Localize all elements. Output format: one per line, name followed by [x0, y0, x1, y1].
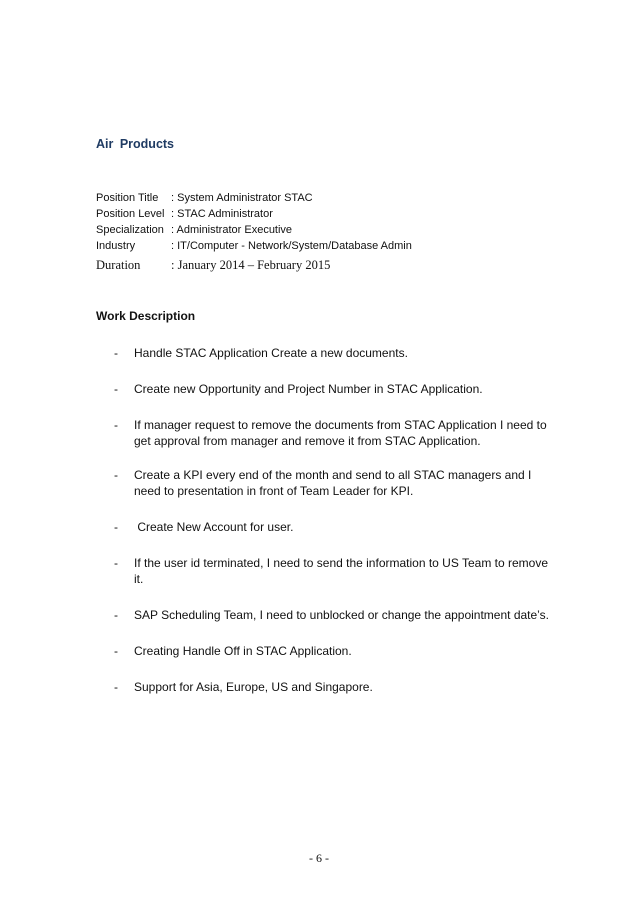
list-item [114, 555, 554, 587]
list-item [114, 345, 554, 361]
detail-row-duration [96, 257, 412, 273]
bullet-dash: - [114, 346, 118, 360]
detail-label: Position Title [96, 192, 159, 204]
detail-row-position-level [96, 206, 412, 222]
task-text: Create a KPI every end of the month and send to all STAC managers and I need to presentation in front of Team Leader for KPI. [134, 468, 532, 498]
detail-row-position-title [96, 190, 412, 206]
work-description-list [114, 345, 554, 695]
list-item [114, 381, 554, 397]
detail-row-industry [96, 238, 412, 254]
detail-value: : January 2014 – February 2015 [171, 258, 331, 272]
position-details [96, 190, 412, 273]
detail-label: Specialization [96, 224, 164, 236]
detail-value: : Administrator Executive [171, 224, 293, 236]
list-item [114, 607, 554, 623]
work-description-heading: Work Description [96, 309, 196, 323]
task-text: Support for Asia, Europe, US and Singapore. [134, 680, 373, 694]
detail-value: : STAC Administrator [171, 208, 273, 220]
bullet-dash: - [114, 680, 118, 694]
detail-label: Position Level [96, 208, 165, 220]
page-number: - 6 - [309, 851, 329, 865]
list-item [114, 679, 554, 695]
task-text: Create New Account for user. [134, 520, 294, 534]
bullet-dash: - [114, 520, 118, 534]
list-item [114, 519, 554, 535]
task-text: Create new Opportunity and Project Number in STAC Application. [134, 382, 483, 396]
bullet-dash: - [114, 382, 118, 396]
detail-label: Industry [96, 240, 136, 252]
detail-row-specialization [96, 222, 412, 238]
company-name: Air Products [96, 137, 175, 151]
task-text: Creating Handle Off in STAC Application. [134, 644, 352, 658]
task-text: If the user id terminated, I need to send the information to US Team to remove it. [134, 556, 548, 586]
task-text: Handle STAC Application Create a new documents. [134, 346, 408, 360]
bullet-dash: - [114, 556, 118, 570]
bullet-dash: - [114, 468, 118, 482]
task-text: SAP Scheduling Team, I need to unblocked or change the appointment date’s. [134, 608, 549, 622]
task-text: If manager request to remove the documents from STAC Application I need to get approval from manager and remove it from STAC Application. [134, 418, 547, 448]
bullet-dash: - [114, 418, 118, 432]
detail-value: : System Administrator STAC [171, 192, 313, 204]
list-item [114, 467, 554, 499]
list-item [114, 417, 554, 449]
list-item [114, 643, 554, 659]
bullet-dash: - [114, 644, 118, 658]
detail-label: Duration [96, 258, 141, 272]
bullet-dash: - [114, 608, 118, 622]
detail-value: : IT/Computer - Network/System/Database Admin [171, 240, 412, 252]
